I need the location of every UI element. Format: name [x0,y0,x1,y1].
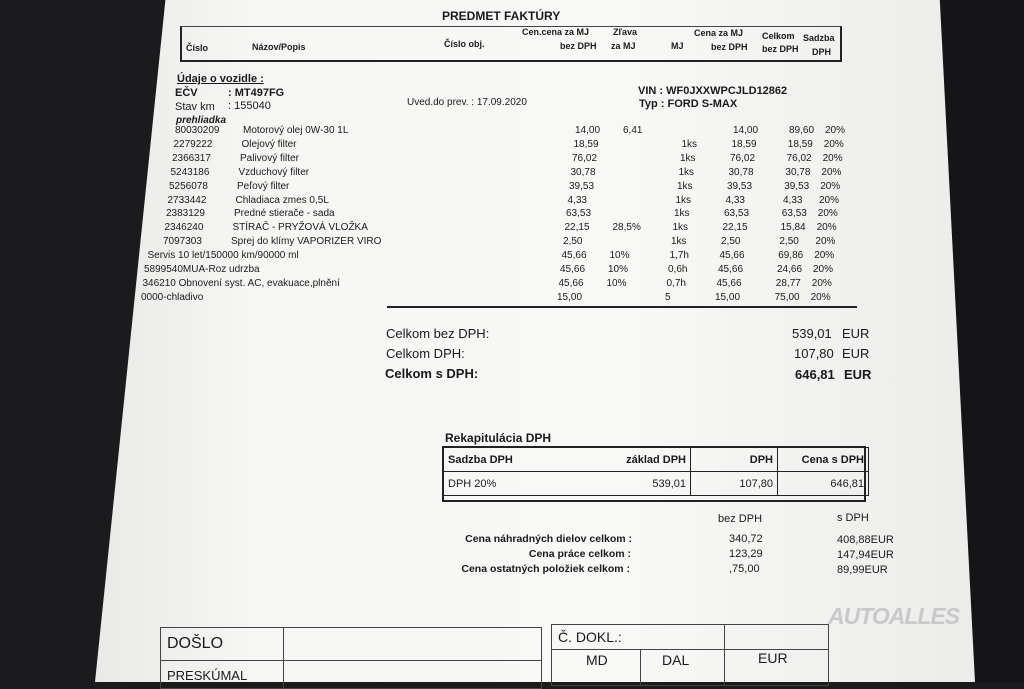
item-mj: 1ks [674,208,690,220]
item-celkom: 76,02 [786,152,812,164]
item-cen: 4,33 [567,194,587,206]
item-name: Vzduchový filter [238,166,310,178]
recap-sadzba: DPH 20% [444,472,613,496]
stamp-col-2 [724,625,725,685]
summary-s: 89,99EUR [837,564,888,576]
item-celkom: 15,84 [780,222,806,234]
recap-table [443,447,869,496]
item-cen: 22,15 [564,222,590,234]
section-label: prehliadka [176,115,227,126]
col-cen-1: Cen.cena za MJ [522,27,590,37]
km-label: Stav km [175,101,215,113]
summary-bez: 123,29 [729,548,763,560]
item-row [169,181,869,194]
item-mj: 1ks [672,222,689,234]
recap-row [444,472,869,496]
item-cena: 14,00 [733,125,759,136]
item-code: 2279222 [173,138,213,150]
total-dph-currency: EUR [842,346,870,361]
item-mj: 1ks [681,138,698,150]
item-sadzba: 20% [822,152,843,164]
item-name: Motorový olej 0W-30 1L [243,125,349,136]
item-row [142,277,859,291]
item-zlava: 10% [608,264,629,275]
item-celkom: 30,78 [785,166,811,178]
item-celkom: 39,53 [784,180,810,192]
item-cen: 39,53 [569,180,595,192]
recap-h-cena: Cena s DPH [778,448,869,472]
summary-label: Cena ostatných položiek celkom : [461,563,630,575]
c-dokl-label: Č. DOKL.: [558,629,622,645]
item-row [163,236,863,249]
item-celkom: 28,77 [775,277,801,289]
col-sadzba-1: Sadzba [803,33,835,43]
recap-h-sadzba: Sadzba DPH [444,448,613,472]
item-cena: 18,59 [731,138,757,150]
item-code: 2346240 [164,222,204,234]
ecv-label: EČV [175,87,198,99]
item-sadzba: 20% [811,277,832,289]
item-cena: 4,33 [725,194,745,206]
summary-s: 408,88EUR [837,534,894,546]
items-divider [387,306,857,308]
recap-cena: 646,81 [778,472,869,496]
col-cena-1: Cena za MJ [694,28,744,38]
accounting-stamp [551,624,829,686]
item-row [147,250,862,263]
summary-s: 147,94EUR [837,549,894,561]
dal-label: DAL [662,652,690,668]
item-cena: 22,15 [722,222,748,234]
total-s-label: Celkom s DPH: [385,366,479,381]
invoice-paper [95,0,975,682]
vehicle-type: Typ : FORD S-MAX [639,98,738,110]
item-celkom: 24,66 [777,264,803,275]
item-zlava: 6,41 [623,125,643,136]
ecv-value: : MT497FG [228,87,285,99]
item-celkom: 69,86 [778,250,804,262]
item-celkom: 75,00 [774,291,800,303]
total-bez-value: 539,01 [792,326,832,341]
item-cen: 14,00 [575,125,601,136]
item-row [168,195,868,208]
item-cen: 15,00 [557,291,583,303]
item-name: STÍRAČ - PRYŽOVÁ VLOŽKA [232,222,368,234]
item-code: 7097303 [163,236,202,248]
item-mj: 1ks [675,194,692,206]
item-sadzba: 20% [821,166,842,178]
item-sadzba: 20% [819,194,840,206]
item-sadzba: 20% [825,125,846,136]
summary-label: Cena práce celkom : [528,548,631,560]
total-s-currency: EUR [844,367,872,382]
item-sadzba: 20% [816,222,837,234]
col-nazov: Názov/Popis [252,42,306,52]
item-cen: 45,66 [561,250,587,262]
km-value: : 155040 [228,100,271,112]
doslo-label: DOŠLO [167,635,224,652]
col-zlava-1: Zľava [613,27,637,37]
item-mj: 1ks [680,152,696,164]
item-row [141,291,857,305]
item-cen: 2,50 [563,236,583,248]
item-name: Chladiaca zmes 0,5L [235,194,329,206]
item-code: 2383129 [166,208,205,220]
item-sadzba: 20% [820,180,841,192]
stamp-divider [283,628,284,688]
autoalles-watermark-logo: AUTOALLES [828,603,960,629]
total-s-value: 646,81 [795,367,835,382]
item-mj: 1ks [671,236,687,248]
md-label: MD [586,652,608,668]
item-sadzba: 20% [823,138,844,150]
total-dph-label: Celkom DPH: [386,346,465,361]
item-cena: 30,78 [728,166,754,178]
item-row [175,125,875,138]
item-celkom: 2,50 [779,236,799,248]
col-cislo: Číslo [186,43,209,53]
item-mj: 1ks [677,180,693,192]
item-name: 346210 Obnovení syst. AC, evakuace,plnění [142,277,340,289]
item-cena: 45,66 [719,250,745,262]
summary-bez: ,75,00 [729,563,760,575]
uved-do-prevadzky: Uved.do prev. : 17.09.2020 [407,97,527,108]
item-code: 5243186 [170,166,210,178]
item-cena: 76,02 [730,152,756,164]
item-sadzba: 20% [817,208,838,220]
item-mj: 1,7h [669,250,689,262]
item-mj: 0,7h [666,277,686,289]
item-code: 80030209 [175,125,220,136]
stamp-col-1 [640,649,641,685]
item-mj: 0,6h [668,264,688,275]
item-cena: 39,53 [727,180,753,192]
item-sadzba: 20% [810,291,831,303]
item-cen: 30,78 [570,166,596,178]
summary-h-s: s DPH [837,512,869,524]
item-row [144,264,860,277]
preskumal-label: PRESKÚMAL [167,668,248,683]
received-stamp [160,627,542,689]
item-celkom: 89,60 [789,125,815,136]
item-row [171,167,871,180]
item-name: Sprej do klímy VAPORIZER VIRO [231,236,382,248]
item-code: 2366317 [172,152,211,164]
item-row [165,222,865,235]
item-name: Olejový filter [241,138,297,150]
item-celkom: 63,53 [781,208,807,220]
col-celkom-1: Celkom [762,31,795,41]
item-row [166,208,866,221]
item-row [174,139,874,152]
eur-label: EUR [758,650,788,666]
item-code: 5256078 [169,180,208,192]
item-cen: 45,66 [560,264,586,275]
item-name: 0000-chladivo [141,291,204,303]
stamp-divider-h [161,660,541,661]
item-cen: 76,02 [572,152,598,164]
item-sadzba: 20% [813,264,834,275]
vin-number: VIN : WF0JXXWPCJLD12862 [638,85,788,97]
col-zlava-2: za MJ [611,41,636,51]
item-cena: 15,00 [715,291,741,303]
item-zlava: 28,5% [612,222,641,234]
summary-h-bez: bez DPH [718,513,763,525]
col-mj: MJ [671,41,684,51]
item-cena: 2,50 [721,236,741,248]
recap-h-zaklad: základ DPH [612,448,691,472]
item-cen: 45,66 [558,277,584,289]
total-bez-label: Celkom bez DPH: [386,326,490,341]
invoice-section-title: PREDMET FAKTÚRY [442,9,561,23]
recap-dph: 107,80 [691,472,778,496]
item-cen: 18,59 [573,138,599,150]
item-name: Predné stierače - sada [234,208,335,220]
item-zlava: 10% [609,250,630,262]
item-sadzba: 20% [815,236,836,248]
item-zlava: 10% [606,277,627,289]
recap-h-dph: DPH [691,448,778,472]
col-cislo-obj: Číslo obj. [444,39,485,49]
item-sadzba: 20% [814,250,835,262]
recap-header-row [444,448,869,472]
col-cen-2: bez DPH [560,41,597,51]
summary-label: Cena náhradných dielov celkom : [465,533,632,545]
item-cen: 63,53 [566,208,592,220]
col-celkom-2: bez DPH [762,44,799,54]
total-bez-currency: EUR [842,326,870,341]
col-cena-2: bez DPH [711,42,748,52]
item-mj: 5 [665,291,671,303]
item-cena: 45,66 [716,277,742,289]
recap-zaklad: 539,01 [612,472,691,496]
total-dph-value: 107,80 [794,346,834,361]
item-row [172,153,872,166]
item-cena: 63,53 [724,208,750,220]
item-name: Palivový filter [240,152,299,164]
summary-bez: 340,72 [729,533,763,545]
item-cena: 45,66 [718,264,744,275]
item-mj: 1ks [678,166,695,178]
item-name: Servis 10 let/150000 km/90000 ml [147,250,299,262]
item-code: 2733442 [167,194,207,206]
item-celkom: 4,33 [783,194,803,206]
recap-title: Rekapitulácia DPH [445,431,552,445]
item-celkom: 18,59 [787,138,813,150]
item-name: Peľový filter [237,180,290,192]
item-name: 5899540MUA-Roz udrzba [144,264,260,275]
col-sadzba-2: DPH [812,47,832,57]
vehicle-heading: Údaje o vozidle : [177,73,264,85]
